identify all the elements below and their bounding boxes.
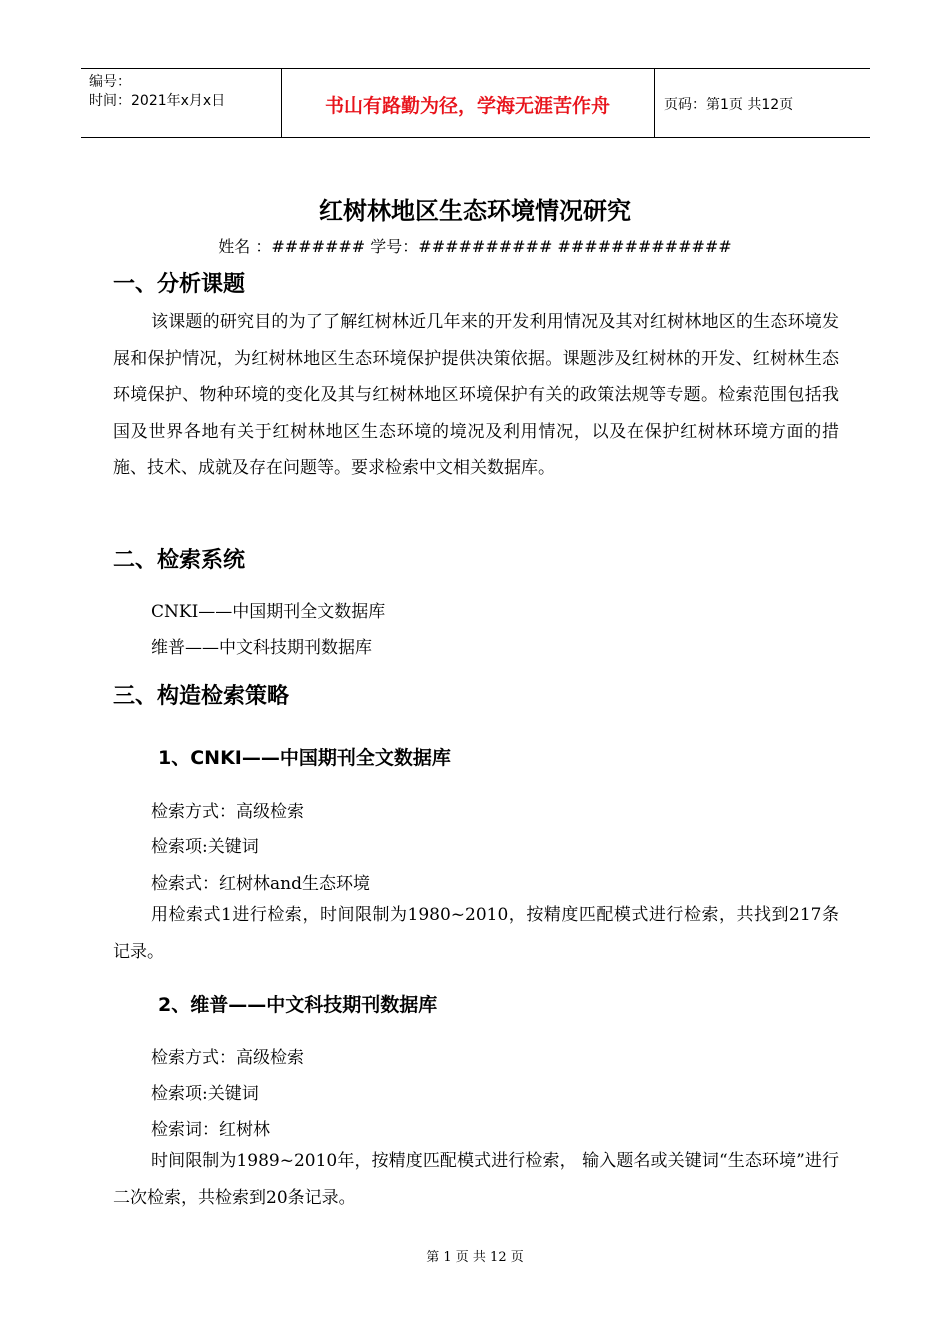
cnki-search-result: 用检索式1进行检索，时间限制为1980~2010，按精度匹配模式进行检索，共找到217条记录。 [113,905,839,962]
header-motto: 书山有路勤为径，学海无涯苦作舟 [324,95,610,117]
document-title: 红树林地区生态环境情况研究 [319,197,631,225]
vip-search-method: 检索方式：高级检索 [151,1048,304,1068]
vip-search-word: 检索词：红树林 [151,1120,270,1140]
retrieval-system-vip: 维普——中文科技期刊数据库 [151,638,372,658]
subsection-heading-vip: 2、维普——中文科技期刊数据库 [158,994,438,1016]
vip-search-field: 检索项:关键词 [151,1084,259,1104]
header-motto-cell [281,69,655,137]
cnki-search-field: 检索项:关键词 [151,837,259,857]
cnki-search-expression: 检索式：红树林and生态环境 [151,874,370,894]
cnki-search-method: 检索方式：高级检索 [151,802,304,822]
document-code-label: 编号： [89,74,131,90]
section-heading-analysis: 一、分析课题 [113,272,246,297]
header-meta-cell [81,69,282,137]
header-page-number: 页码：第1页 共12页 [664,97,794,113]
section-heading-strategy: 三、构造检索策略 [113,684,290,709]
retrieval-system-cnki: CNKI——中国期刊全文数据库 [151,602,386,622]
section-heading-retrieval-system: 二、检索系统 [113,548,246,573]
analysis-paragraph: 该课题的研究目的为了了解红树林近几年来的开发利用情况及其对红树林地区的生态环境发展和保护情况，为红树林地区生态环境保护提供决策依据。课题涉及红树林的开发、红树林生态环境保护、物种环境的变化及其与红树林地区环境保护有关的政策法规等专题。检索范围包括我国及世界各地有关于红树林地区生态环境的境况及利用情况，以及在保护红树林环境方面的措施、技术、成就及存在问题等。要求检索中文相关数据库。 [113,312,839,478]
document-date-label: 时间：2021年x月x日 [89,93,226,109]
subsection-heading-cnki: 1、CNKI——中国期刊全文数据库 [158,747,451,769]
header-page-cell [654,69,870,137]
vip-search-result: 时间限制为1989~2010年，按精度匹配模式进行检索， 输入题名或关键词“生态环境”进行二次检索，共检索到20条记录。 [113,1151,839,1208]
author-line: 姓名 ：####### 学号：########## ############# [218,237,732,256]
page-header [81,68,870,138]
page-footer: 第 1 页 共 12 页 [426,1250,524,1265]
